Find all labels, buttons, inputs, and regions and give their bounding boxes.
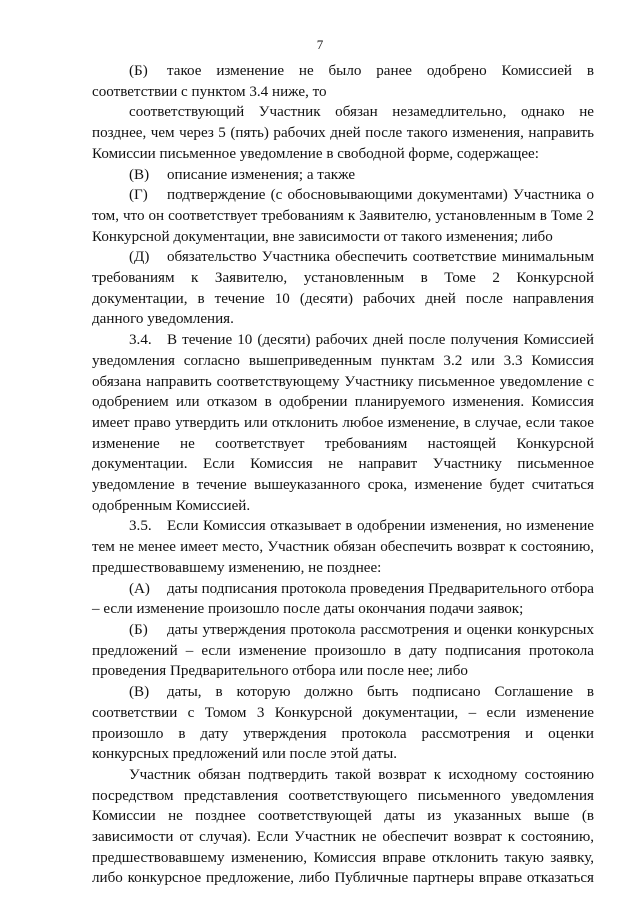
list-item-g — [92, 185, 594, 247]
clause-text: Если Комиссия отказывает в одобрении изменения, но изменение тем не менее имеет место, Участник обязан обеспечить возврат к состоянию, предшествовавшему изменению, не позднее: — [92, 518, 594, 576]
page-number: 7 — [316, 37, 324, 52]
list-item-b2 — [92, 620, 594, 682]
clause-3-4 — [92, 330, 594, 516]
clause-number: 3.5. — [129, 518, 152, 535]
list-item-a — [92, 579, 594, 620]
item-text: даты подписания протокола проведения Предварительного отбора – если изменение произошло после даты окончания подачи заявок; — [92, 580, 594, 618]
item-text: описание изменения; а также — [167, 166, 356, 183]
list-item-b — [92, 61, 594, 102]
item-text: такое изменение не было ранее одобрено Комиссией в соответствии с пунктом 3.4 ниже, то — [92, 63, 594, 100]
paragraph-text: Участник обязан подтвердить такой возврат к исходному состоянию посредством представления соответствующего письменного уведомления Комиссии не позднее соответствующей даты из указанных выше (в зависимости от случая). Если Участник не обеспечит возврат к состоянию, предшествовавшему изменению, Комиссия вправе отклонить такую заявку, либо конкурсное предложение, либо Публичные партнеры вправе отказаться — [92, 766, 594, 887]
item-marker: (Б) — [129, 621, 148, 638]
item-marker: (В) — [129, 166, 150, 183]
paragraph — [92, 102, 594, 164]
item-marker: (Б) — [129, 63, 148, 79]
clause-text: В течение 10 (десяти) рабочих дней после получения Комиссией уведомления согласно вышеприведенным пунктам 3.2 или 3.3 Комиссия обязана направить соответствующему Участнику письменное уведомление с одобрением или отказом в одобрении планируемого изменения. Комиссия имеет право утвердить или отклонить любое изменение, в случае, если такое изменение не соответствует требованиям настоящей Конкурсной документации. Если Комиссия не направит Участнику письменное уведомление в течение вышеуказанного срока, изменение будет считаться одобренным Комиссией. — [92, 332, 594, 514]
list-item-v2 — [92, 682, 594, 765]
list-item-v — [92, 165, 594, 186]
item-marker: (В) — [129, 684, 150, 701]
list-item-d — [92, 247, 594, 330]
item-text: даты утверждения протокола рассмотрения и оценки конкурсных предложений – если изменение произошло в дату подписания протокола проведения Предварительного отбора или после нее; либо — [92, 621, 594, 680]
item-text: даты, в которую должно быть подписано Соглашение в соответствии с Томом 3 Конкурсной документации, – если изменение произошло в дату утверждения протокола рассмотрения и оценки конкурсных предложений или после этой даты. — [92, 684, 594, 763]
item-marker: (Г) — [129, 187, 148, 204]
document-body — [92, 61, 594, 889]
paragraph-text: соответствующий Участник обязан незамедлительно, однако не позднее, чем через 5 (пять) рабочих дней после такого изменения, направить Комиссии письменное уведомление в свободной форме, содержащее: — [92, 104, 594, 162]
clause-number: 3.4. — [129, 332, 152, 349]
clause-3-5 — [92, 516, 594, 578]
item-marker: (А) — [129, 580, 150, 597]
item-marker: (Д) — [129, 249, 150, 266]
item-text: обязательство Участника обеспечить соответствие минимальным требованиям к Заявителю, установленным в Томе 2 Конкурсной документации, в течение 10 (десяти) рабочих дней после направления данного уведомления. — [92, 249, 594, 328]
item-text: подтверждение (с обосновывающими документами) Участника о том, что он соответствует требованиям к Заявителю, установленным в Томе 2 Конкурсной документации, вне зависимости от такого изменения; либо — [92, 187, 594, 245]
paragraph — [92, 765, 594, 889]
